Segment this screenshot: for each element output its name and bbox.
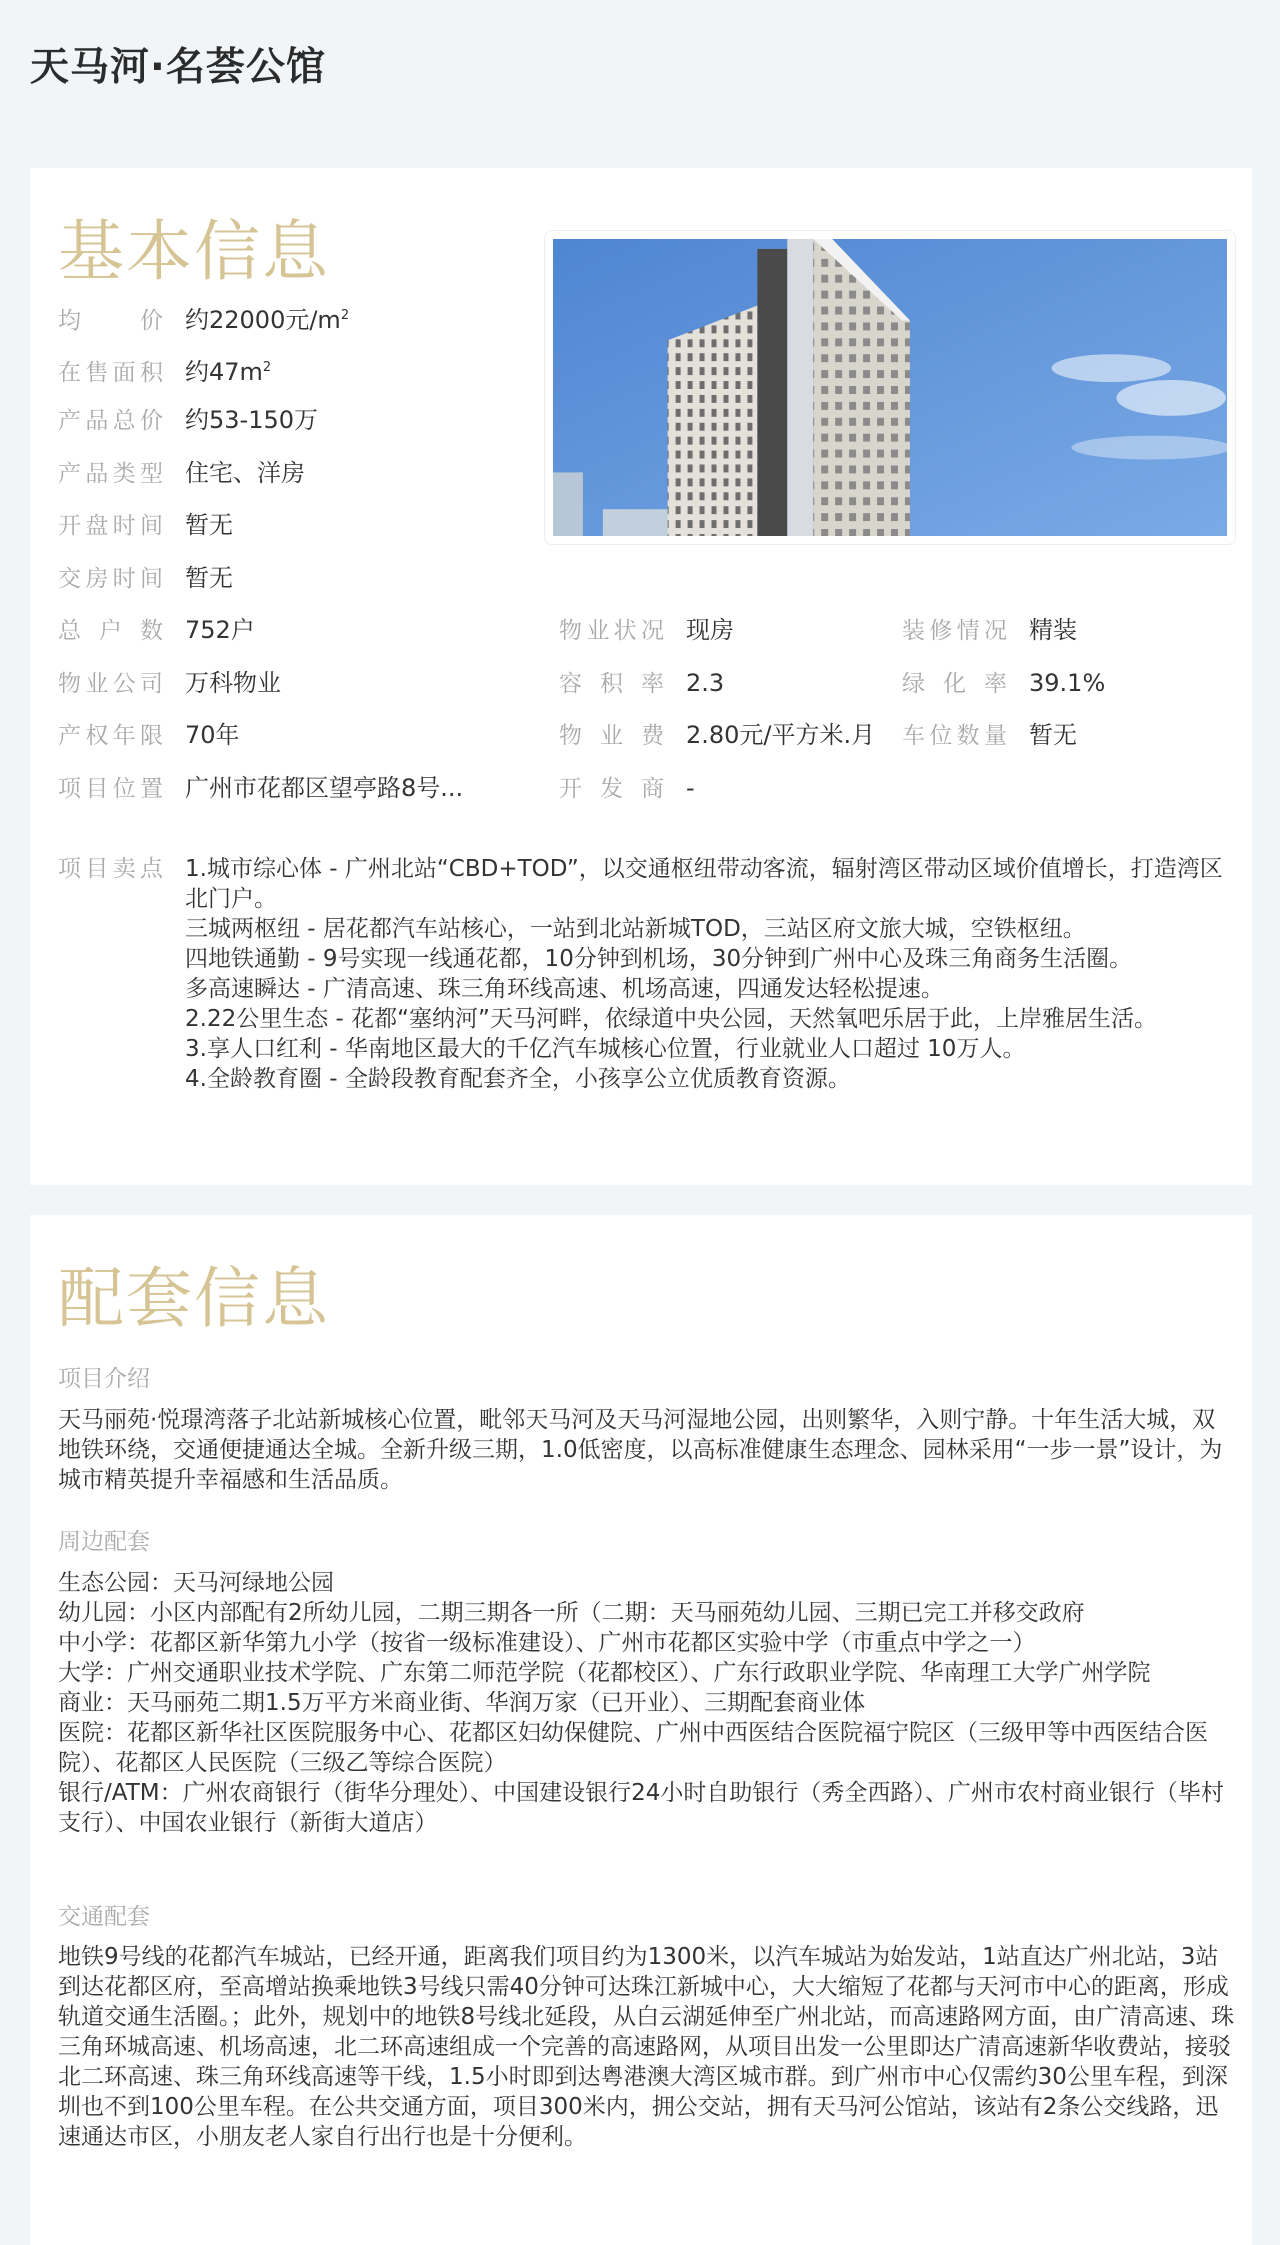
field-decoration — [902, 614, 1077, 647]
field-label: 均 价 — [58, 308, 163, 334]
field-property-status — [559, 614, 734, 647]
field-label: 物业状况 — [559, 618, 664, 644]
field-delivery-date — [58, 562, 233, 595]
field-value: 住宅、洋房 — [185, 459, 305, 487]
field-label: 绿 化 率 — [902, 671, 1007, 697]
surrounding-item: 生态公园：天马河绿地公园 — [58, 1570, 334, 1596]
selling-point: 3.享人口红利 - 华南地区最大的千亿汽车城核心位置，行业就业人口超过 10万人。 — [185, 1036, 1026, 1062]
transport-text — [58, 1942, 1238, 2152]
building-image — [553, 239, 1227, 536]
project-photo[interactable] — [544, 230, 1236, 545]
field-value: 752户 — [185, 616, 255, 644]
section-heading-facilities: 配套信息 — [58, 1260, 330, 1337]
field-plot-ratio — [559, 667, 724, 700]
field-open-date — [58, 509, 233, 542]
field-label: 物业公司 — [58, 671, 163, 697]
surrounding-item: 幼儿园：小区内部配有2所幼儿园，二期三期各一所（二期：天马丽苑幼儿园、三期已完工并移交政府 — [58, 1600, 1085, 1626]
selling-point: 四地铁通勤 - 9号实现一线通花都，10分钟到机场，30分钟到广州中心及珠三角商务生活圈。 — [185, 946, 1133, 972]
intro-text — [58, 1405, 1238, 1495]
field-label: 装修情况 — [902, 618, 1007, 644]
surrounding-item: 大学：广州交通职业技术学院、广东第二师范学院（花都校区）、广东行政职业学院、华南理工大学广州学院 — [58, 1660, 1151, 1686]
field-label: 产品总价 — [58, 408, 163, 434]
field-label: 项目位置 — [58, 776, 163, 802]
selling-point: 2.22公里生态 - 花都“塞纳河”天马河畔，依绿道中央公园，天然氧吧乐居于此，上岸雅居生活。 — [185, 1006, 1157, 1032]
field-value: 约$47m^2$ — [185, 358, 272, 386]
field-value: 暂无 — [185, 511, 233, 539]
field-label: 产品类型 — [58, 461, 163, 487]
field-label: 物 业 费 — [559, 723, 664, 749]
field-value: 暂无 — [1029, 721, 1077, 749]
field-value: 约53-150万 — [185, 406, 319, 434]
field-label: 总 户 数 — [58, 618, 163, 644]
selling-point: 4.全龄教育圈 - 全龄段教育配套齐全，小孩享公立优质教育资源。 — [185, 1066, 851, 1092]
field-property-fee — [559, 719, 875, 752]
field-label: 交房时间 — [58, 566, 163, 592]
field-label: 产权年限 — [58, 723, 163, 749]
intro-heading: 项目介绍 — [58, 1366, 150, 1392]
field-product-type — [58, 457, 305, 490]
surroundings-list — [58, 1568, 1238, 1838]
field-label: 开盘时间 — [58, 513, 163, 539]
field-value: 约22000元$/m^2$ — [185, 306, 350, 334]
surrounding-item: 医院：花都区新华社区医院服务中心、花都区妇幼保健院、广州中西医结合医院福宁院区（三级甲等中西医结合医院）、花都区人民医院（三级乙等综合医院） — [58, 1720, 1208, 1776]
transport-paragraph: 地铁9号线的花都汽车城站，已经开通，距离我们项目约为1300米，以汽车城站为始发站，1站直达广州北站，3站到达花都区府，至高增站换乘地铁3号线只需40分钟可达珠江新城中心，大大缩短了花都与天河市中心的距离，形成轨道交通生活圈。；此外，规划中的地铁8号线北延段，从白云湖延伸至广州北站，而高速路网方面，由广清高速、珠三角环城高速、机场高速，北二环高速组成一个完善的高速路网，从项目出发一公里即达广清高速新华收费站，接驳北二环高速、珠三角环线高速等干线，1.5小时即到达粤港澳大湾区城市群。到广州市中心仅需约30公里车程，到深圳也不到100公里车程。在公共交通方面，项目300米内，拥公交站，拥有天马河公馆站，该站有2条公交线路，迅速通达市区，小朋友老人家自行出行也是十分便利。 — [58, 1944, 1235, 2150]
field-value: 精装 — [1029, 616, 1077, 644]
field-value: 39.1% — [1029, 669, 1106, 697]
field-property-term — [58, 719, 240, 752]
field-value: 2.3 — [686, 669, 725, 697]
selling-points-list — [185, 854, 1245, 1094]
field-property-company — [58, 667, 281, 700]
section-heading-basic-info: 基本信息 — [58, 213, 330, 290]
basic-info-card — [30, 168, 1252, 1185]
field-value: 暂无 — [185, 564, 233, 592]
location-value[interactable]: 广州市花都区望亭路8号... — [185, 774, 464, 802]
selling-point: 多高速瞬达 - 广清高速、珠三角环线高速、机场高速，四通发达轻松提速。 — [185, 976, 944, 1002]
field-value: 2.80元/平方米.月 — [686, 721, 876, 749]
intro-paragraph: 天马丽苑·悦璟湾落子北站新城核心位置，毗邻天马河及天马河湿地公园，出则繁华，入则宁静。十年生活大城，双地铁环绕，交通便捷通达全城。全新升级三期，1.0低密度，以高标准健康生态理念、园林采用“一步一景”设计，为城市精英提升幸福感和生活品质。 — [58, 1407, 1223, 1493]
field-area — [58, 352, 271, 389]
transport-heading: 交通配套 — [58, 1904, 150, 1930]
field-total-price — [58, 404, 318, 437]
selling-points-label: 项目卖点 — [58, 856, 163, 882]
field-label: 容 积 率 — [559, 671, 664, 697]
field-value: 70年 — [185, 721, 240, 749]
field-value: - — [686, 774, 695, 802]
surrounding-item: 银行/ATM：广州农商银行（街华分理处）、中国建设银行24小时自助银行（秀全西路）、广州市农村商业银行（毕村支行）、中国农业银行（新街大道店） — [58, 1780, 1224, 1836]
field-avg-price — [58, 300, 349, 337]
field-label: 在售面积 — [58, 360, 163, 386]
field-label: 车位数量 — [902, 723, 1007, 749]
field-parking — [902, 719, 1077, 752]
field-label: 开 发 商 — [559, 776, 664, 802]
surrounding-item: 中小学：花都区新华第九小学（按省一级标准建设）、广州市花都区实验中学（市重点中学之一） — [58, 1630, 1036, 1656]
facilities-card — [30, 1215, 1252, 2245]
page-title: 天马河·名荟公馆 — [30, 45, 326, 90]
field-developer — [559, 772, 695, 805]
field-households — [58, 614, 255, 647]
selling-point: 1.城市综心体 - 广州北站“CBD+TOD”，以交通枢纽带动客流，辐射湾区带动区域价值增长，打造湾区北门户。 — [185, 856, 1223, 912]
selling-point: 三城两枢纽 - 居花都汽车站核心，一站到北站新城TOD，三站区府文旅大城，空铁枢纽。 — [185, 916, 1086, 942]
surroundings-heading: 周边配套 — [58, 1529, 150, 1555]
field-value: 现房 — [686, 616, 734, 644]
field-value: 万科物业 — [185, 669, 281, 697]
field-green-rate — [902, 667, 1105, 700]
field-location[interactable] — [58, 772, 463, 805]
surrounding-item: 商业：天马丽苑二期1.5万平方米商业街、华润万家（已开业）、三期配套商业体 — [58, 1690, 866, 1716]
